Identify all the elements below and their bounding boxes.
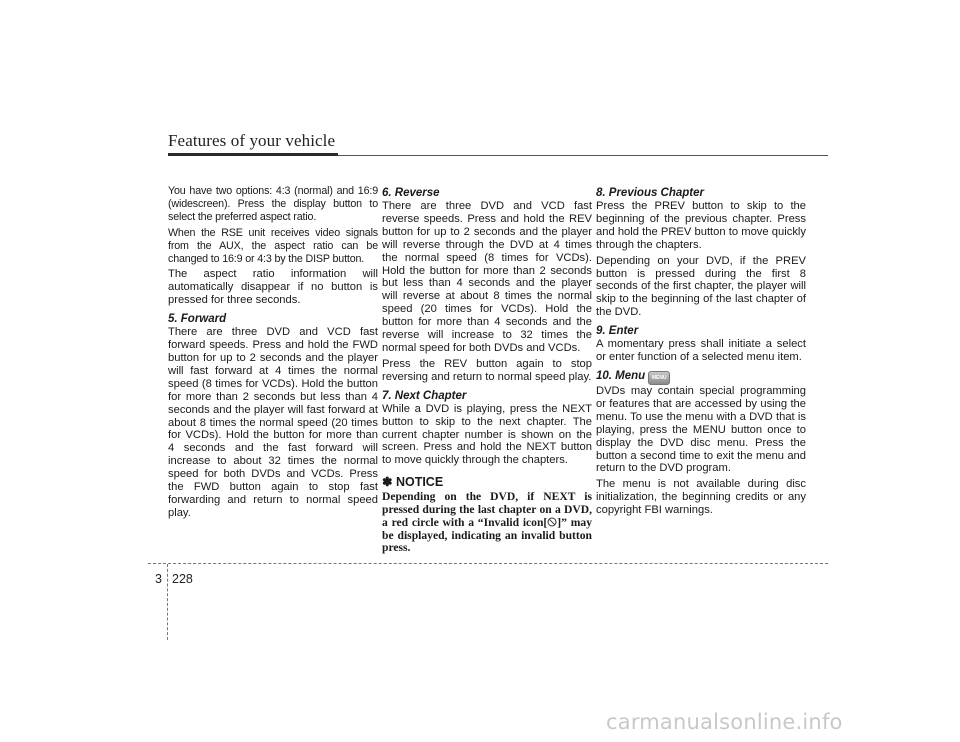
previous-chapter-heading: 8. Previous Chapter [596, 187, 705, 199]
previous-chapter-first-text: Depending on your DVD, if the PREV button is pressed during the first 8 seconds of the first chapter, the player will skip to the beginning of the last chapter of the DVD. [596, 254, 806, 319]
watermark: carmanualsonline.info [606, 710, 843, 734]
previous-chapter-text: Press the PREV button to skip to the beginning of the previous chapter. Press and hold the PREV button to move quickly through the chapters. [596, 200, 806, 251]
header-bar [168, 153, 338, 156]
forward-text: There are three DVD and VCD fast forward speeds. Press and hold the FWD button for up to 2 seconds and the player will fast forward at 4 times the normal speed (8 times for VCDs). Hold the button for more than 2 seconds but less than 4 seconds and the player will fast forward at about 8 times the normal speed (20 times for VCDs). Hold the button for more than 4 seconds and the fast forward will increase to about 32 times the normal speed for both DVDs and VCDs. Press the FWD button again to stop fast forwarding and return to normal speed play. [168, 326, 378, 519]
notice-body-start: Depending on the DVD, if NEXT is pressed during the last chapter on a DVD, a red circle with a “Invalid icon[ [382, 490, 592, 529]
notice-body-end: ]” may be displayed, indicating an invalid button press. [382, 515, 592, 555]
aux-aspect-ratio-text: When the RSE unit receives video signals from the AUX, the aspect ratio can be changed to 16:9 or 4:3 by the DISP button. [168, 226, 378, 265]
column-left [168, 185, 378, 523]
aspect-ratio-options-text: You have two options: 4:3 (normal) and 16:9 (widescreen). Press the display button to select the preferred aspect ratio. [168, 185, 378, 223]
header-rule [338, 155, 828, 156]
forward-heading: 5. Forward [168, 313, 227, 326]
next-chapter-text: While a DVD is playing, press the NEXT button to skip to the next chapter. The current chapter number is shown on the screen. Press and hold the NEXT button to move quickly through the chapters. [382, 402, 592, 467]
enter-text: A momentary press shall initiate a select or enter function of a selected menu item. [596, 338, 806, 364]
menu-heading-label: 10. Menu [596, 369, 646, 382]
reverse-stop-text: Press the REV button again to stop reversing and return to normal speed play. [382, 357, 592, 383]
menu-text: DVDs may contain special programming or features that are accessed by using the menu. To use the menu with a DVD that is playing, press the MENU button once to display the DVD disc menu. Press the button a second time to exit the menu and return to the DVD program. [596, 384, 806, 475]
page-header-title: Features of your vehicle [168, 131, 336, 150]
next-chapter-heading: 7. Next Chapter [382, 389, 467, 402]
chapter-number: 3 [155, 572, 162, 586]
menu-heading [596, 369, 806, 385]
footer-dashed-rule [148, 563, 828, 564]
invalid-icon [547, 517, 557, 527]
menu-button-icon: MENU [648, 371, 670, 385]
reverse-heading: 6. Reverse [382, 187, 440, 199]
notice-body [382, 491, 592, 555]
column-right [596, 186, 806, 520]
reverse-text: There are three DVD and VCD fast reverse speeds. Press and hold the REV button for up to 2 seconds and the player will reverse through the DVD at 4 times the normal speed (8 times for VCDs). Hold the button for more than 2 seconds but less than 4 seconds and the player will reverse at about 8 times the normal speed (20 times for VCDs). Hold the button for more than 4 seconds and the reverse will increase to 32 times the normal speed for both DVDs and VCDs. [382, 200, 592, 354]
aspect-ratio-disappear-text: The aspect ratio information will automatically disappear if no button is pressed for three seconds. [168, 268, 378, 307]
notice-title: ✽ NOTICE [382, 475, 444, 490]
column-middle [382, 186, 592, 558]
menu-unavailable-text: The menu is not available during disc initialization, the beginning credits or any copyright FBI warnings. [596, 478, 806, 517]
enter-heading: 9. Enter [596, 325, 639, 338]
footer-vertical-dashed-rule [167, 564, 168, 640]
page-number: 228 [172, 572, 193, 586]
